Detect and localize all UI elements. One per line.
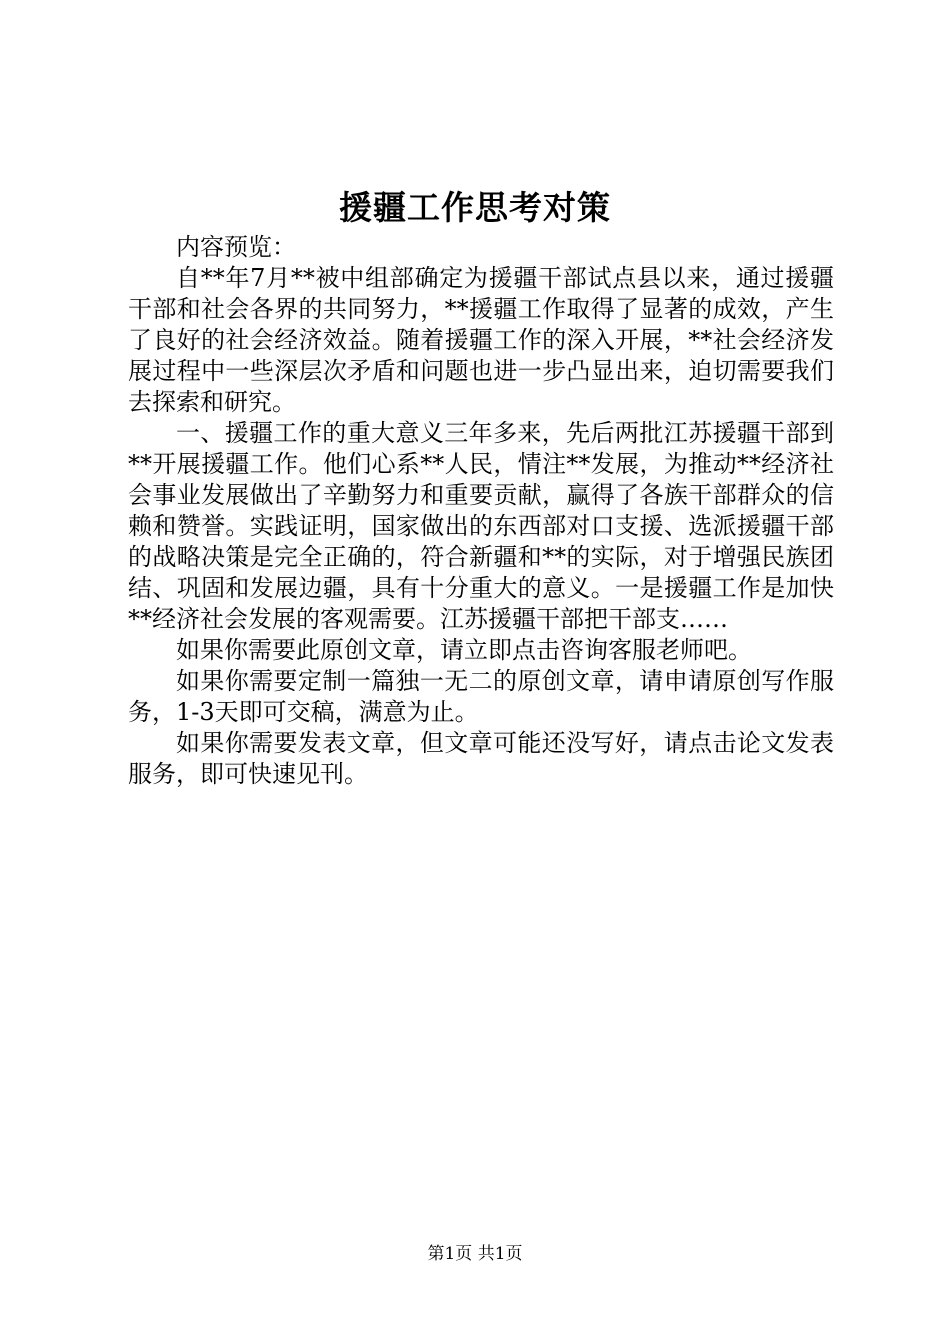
page-footer: 第1页 共1页 bbox=[427, 1244, 523, 1264]
paragraph-publishing: 如果你需要发表文章，但文章可能还没写好，请点击论文发表服务，即可快速见刊。 bbox=[128, 729, 834, 788]
paragraph-intro: 自**年7月**被中组部确定为援疆干部试点县以来，通过援疆干部和社会各界的共同努力，**援疆工作取得了显著的成效，产生了良好的社会经济效益。随着援疆工作的深入开展，**社会经济发展过程中一些深层次矛盾和问题也进一步凸显出来，迫切需要我们去探索和研究。 bbox=[128, 264, 834, 416]
document-body bbox=[128, 232, 834, 790]
paragraph-custom-writing: 如果你需要定制一篇独一无二的原创文章，请申请原创写作服务，1-3天即可交稿，满意为止。 bbox=[128, 667, 834, 726]
document-title: 援疆工作思考对策 bbox=[339, 188, 611, 227]
paragraph-contact: 如果你需要此原创文章，请立即点击咨询客服老师吧。 bbox=[176, 636, 752, 664]
paragraph-significance: 一、援疆工作的重大意义三年多来，先后两批江苏援疆干部到**开展援疆工作。他们心系**人民，情注**发展，为推动**经济社会事业发展做出了辛勤努力和重要贡献，赢得了各族干部群众的信赖和赞誉。实践证明，国家做出的东西部对口支援、选派援疆干部的战略决策是完全正确的，符合新疆和**的实际，对于增强民族团结、巩固和发展边疆，具有十分重大的意义。一是援疆工作是加快**经济社会发展的客观需要。江苏援疆干部把干部支…… bbox=[128, 419, 834, 633]
preview-label: 内容预览： bbox=[176, 233, 296, 261]
